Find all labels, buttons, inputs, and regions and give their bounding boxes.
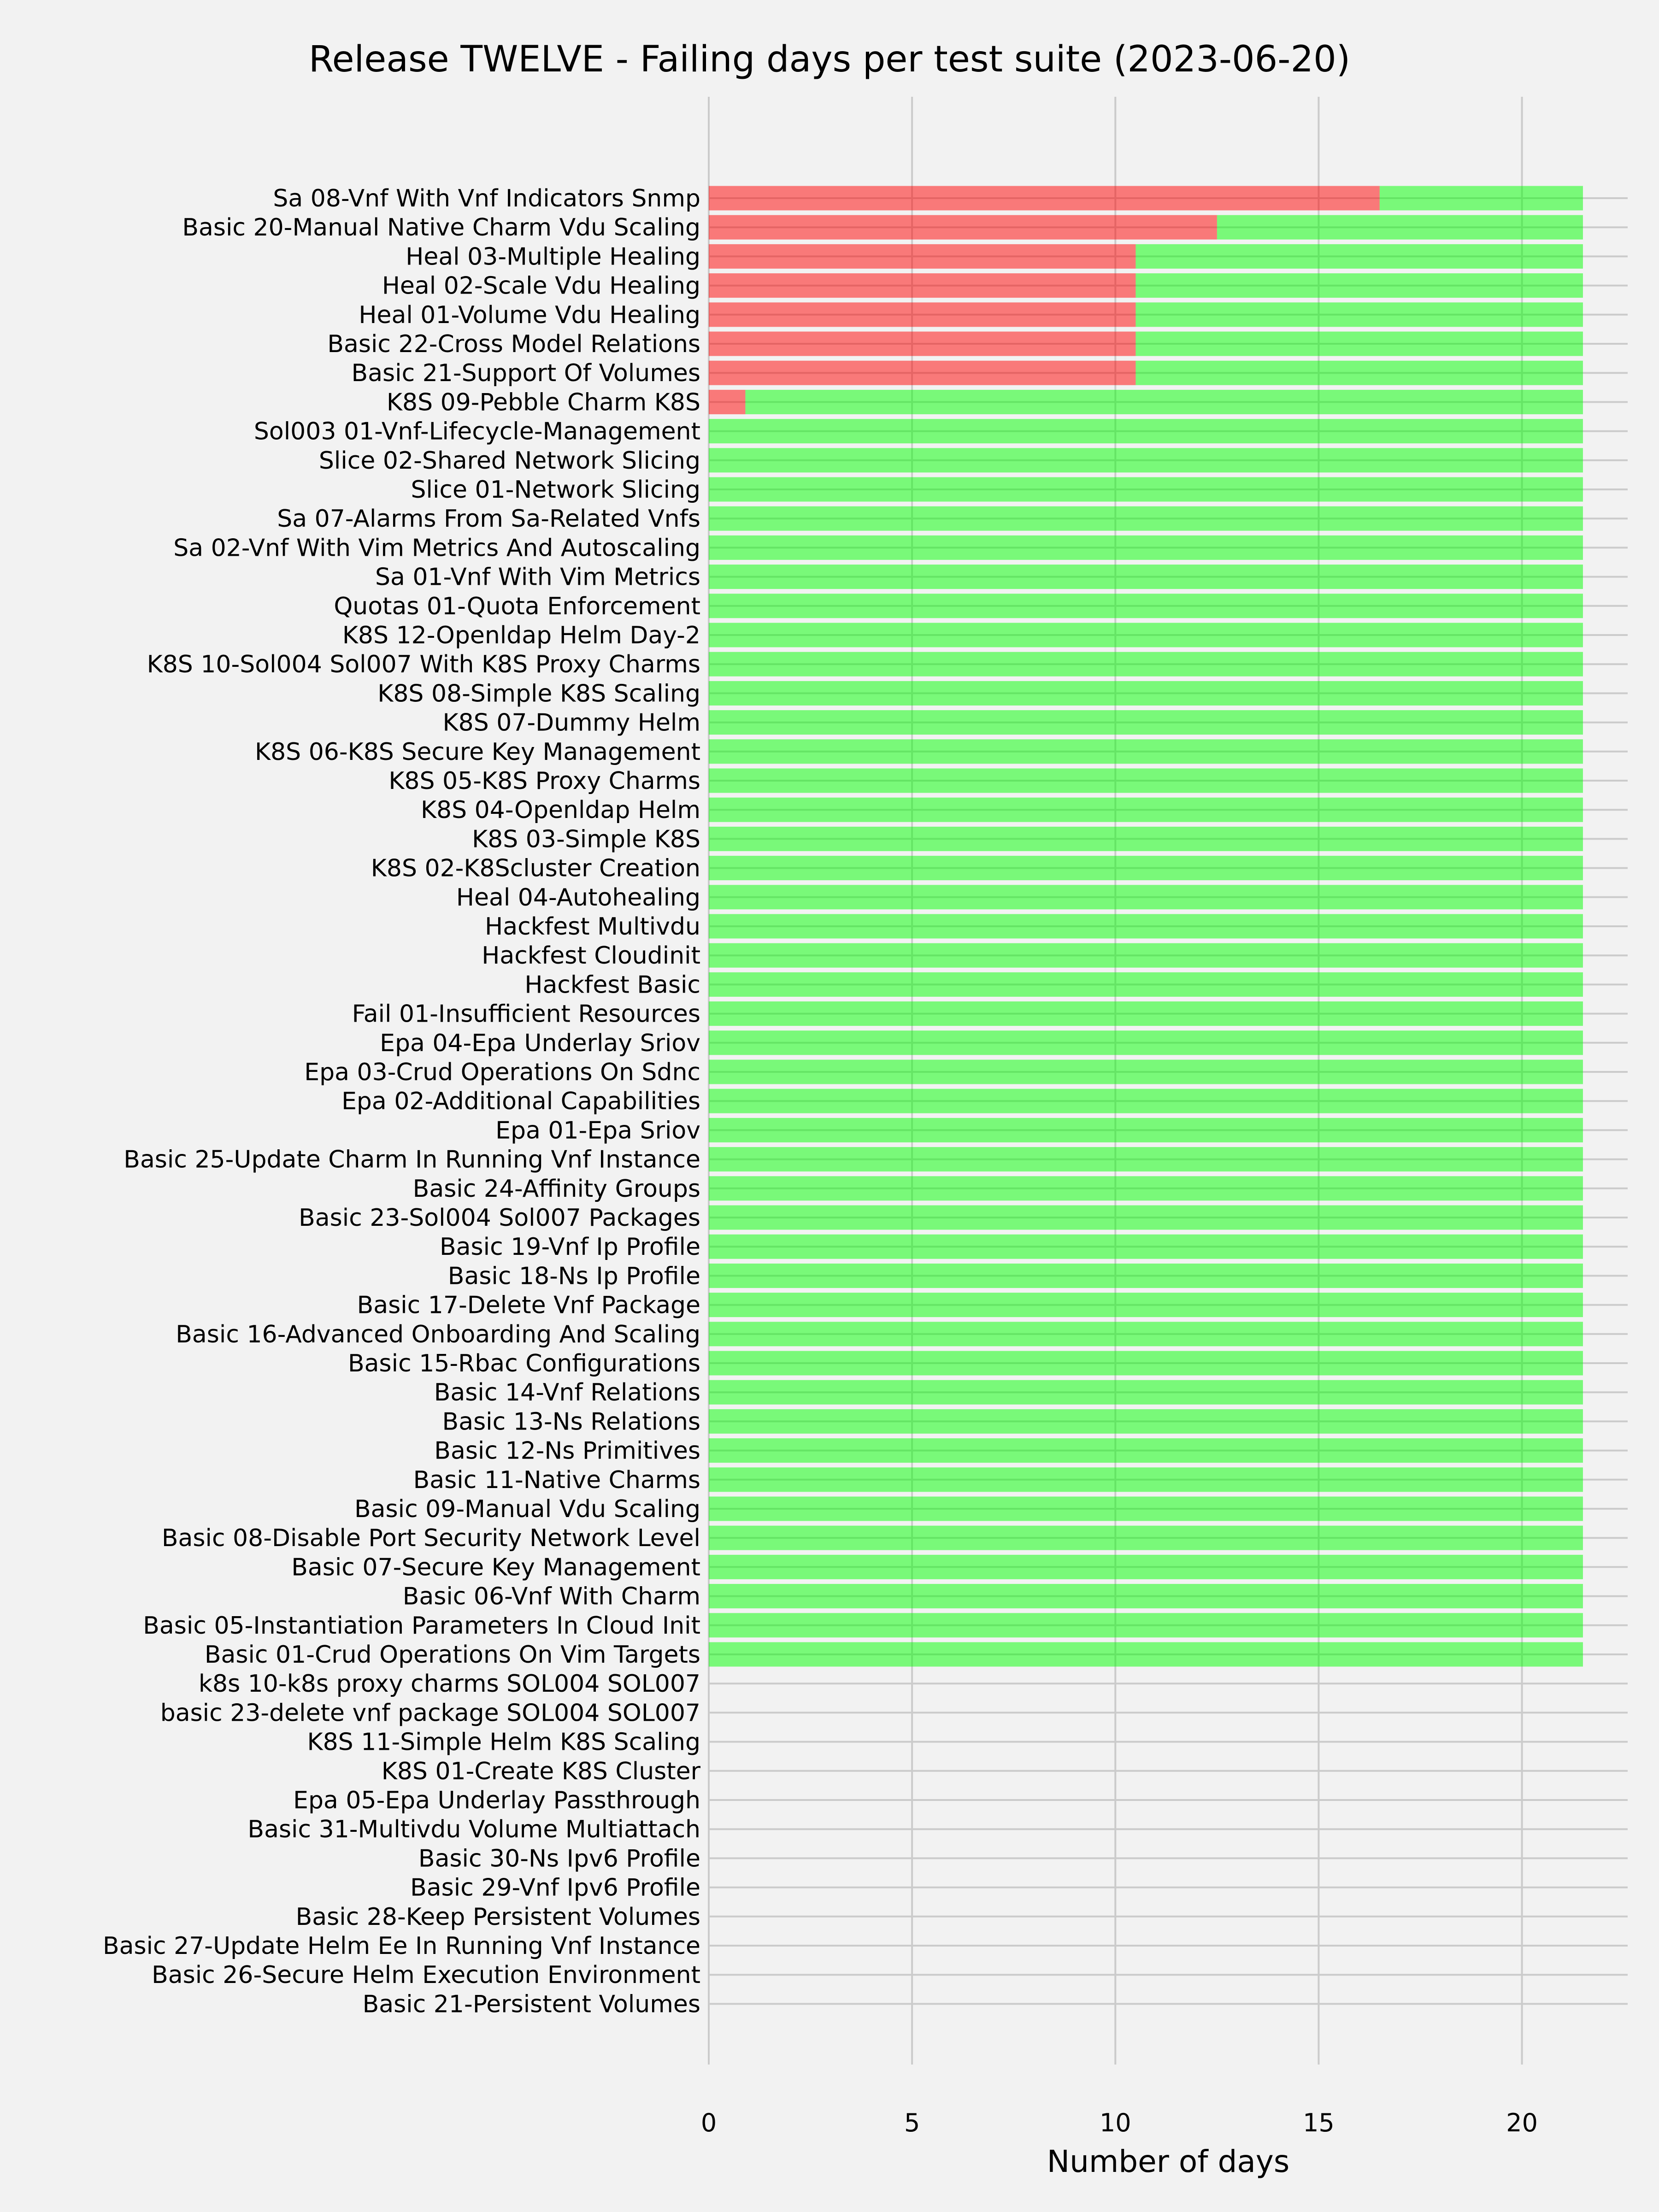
bar-failing-days [709,390,745,414]
x-tick-label: 5 [904,2108,920,2137]
bar-failing-days [709,332,1135,356]
y-tick-label: Basic 17-Delete Vnf Package [357,1291,700,1319]
bar-passing-days [709,1584,1583,1608]
y-tick-label: Epa 04-Epa Underlay Sriov [380,1029,700,1057]
bar-failing-days [709,186,1380,211]
bar-passing-days [709,827,1583,851]
bar-passing-days [709,506,1583,531]
bar-failing-days [709,361,1135,385]
y-tick-label: Basic 01-Crud Operations On Vim Targets [204,1641,700,1669]
bars [709,186,1583,1667]
bar-passing-days [1135,244,1583,269]
y-tick-label: Basic 29-Vnf Ipv6 Profile [410,1874,700,1902]
bar-passing-days [1380,186,1583,211]
bar-passing-days [709,1380,1583,1405]
y-tick-label: Sol003 01-Vnf-Lifecycle-Management [253,418,700,446]
y-tick-label: Heal 04-Autohealing [456,883,700,912]
y-tick-label: K8S 09-Pebble Charm K8S [386,388,700,417]
bar-passing-days [709,710,1583,735]
y-tick-label: Basic 14-Vnf Relations [434,1379,700,1407]
bar-passing-days [709,1235,1583,1259]
bar-passing-days [709,1409,1583,1434]
y-tick-label: basic 23-delete vnf package SOL004 SOL007 [160,1699,700,1727]
y-tick-label: Basic 23-Sol004 Sol007 Packages [299,1204,700,1232]
y-tick-label: Heal 01-Volume Vdu Healing [359,301,700,329]
bar-passing-days [709,1118,1583,1142]
bar-failing-days [709,273,1135,298]
bar-passing-days [709,856,1583,880]
bar-passing-days [709,1264,1583,1288]
y-tick-label: Basic 19-Vnf Ip Profile [439,1233,700,1261]
y-tick-label: Epa 05-Epa Underlay Passthrough [293,1787,700,1814]
y-tick-label: Basic 21-Persistent Volumes [362,1990,700,2018]
bar-passing-days [709,885,1583,909]
y-tick-label: Sa 08-Vnf With Vnf Indicators Snmp [273,185,700,212]
bar-failing-days [709,215,1217,240]
y-tick-label: Basic 16-Advanced Onboarding And Scaling [176,1320,700,1348]
y-tick-label: K8S 06-K8S Secure Key Management [254,738,700,766]
bar-passing-days [709,565,1583,589]
chart-title: Release TWELVE - Failing days per test suite (2023-06-20) [308,39,1351,80]
y-tick-label: Slice 01-Network Slicing [411,476,700,504]
bar-passing-days [709,594,1583,618]
y-tick-label: Heal 02-Scale Vdu Healing [382,272,700,300]
y-tick-label: Hackfest Basic [524,971,700,999]
y-tick-label: Basic 20-Manual Native Charm Vdu Scaling [182,214,700,242]
bar-passing-days [1135,332,1583,356]
bar-passing-days [709,943,1583,968]
y-tick-label: K8S 08-Simple K8S Scaling [377,680,700,708]
y-tick-label: Basic 12-Ns Primitives [434,1437,700,1465]
bar-passing-days [709,1642,1583,1667]
y-tick-label: K8S 10-Sol004 Sol007 With K8S Proxy Charms [147,651,700,679]
y-tick-label: Basic 07-Secure Key Management [291,1553,700,1582]
bar-failing-days [709,302,1135,327]
x-axis-label: Number of days [1047,2144,1290,2179]
bar-passing-days [709,739,1583,764]
bar-passing-days [709,1206,1583,1230]
bar-passing-days [709,1147,1583,1171]
bar-passing-days [709,623,1583,647]
bar-passing-days [709,1001,1583,1026]
y-tick-label: Sa 07-Alarms From Sa-Related Vnfs [277,505,700,533]
bar-passing-days [709,1613,1583,1637]
x-tick-label: 20 [1506,2108,1538,2137]
y-tick-label: Basic 24-Affinity Groups [412,1175,700,1203]
bar-passing-days [1135,361,1583,385]
y-tick-label: Sa 01-Vnf With Vim Metrics [375,563,700,591]
y-tick-label: Epa 01-Epa Sriov [495,1117,700,1145]
bar-passing-days [709,1438,1583,1463]
bar-passing-days [709,652,1583,677]
y-tick-label: Basic 13-Ns Relations [442,1408,700,1436]
bar-passing-days [1217,215,1583,240]
bar-passing-days [709,1322,1583,1346]
bar-passing-days [709,419,1583,443]
bar-passing-days [709,914,1583,939]
y-tick-label: Basic 26-Secure Helm Execution Environment [152,1961,700,1989]
bar-passing-days [709,448,1583,472]
x-tick-label: 0 [700,2108,717,2137]
y-tick-label: Basic 11-Native Charms [413,1466,700,1494]
bar-passing-days [709,1030,1583,1055]
y-tick-label: K8S 11-Simple Helm K8S Scaling [307,1728,700,1756]
bar-passing-days [709,535,1583,560]
y-tick-label: Hackfest Cloudinit [482,942,700,970]
y-tick-label: Basic 22-Cross Model Relations [327,330,700,358]
x-tick-label: 15 [1303,2108,1335,2137]
y-tick-label: Basic 18-Ns Ip Profile [447,1262,700,1290]
y-tick-label: Epa 03-Crud Operations On Sdnc [304,1059,700,1086]
bar-passing-days [709,1467,1583,1492]
y-tick-label: k8s 10-k8s proxy charms SOL004 SOL007 [198,1670,700,1698]
bar-passing-days [709,681,1583,706]
y-tick-label: Epa 02-Additional Capabilities [341,1088,700,1116]
bar-passing-days [709,477,1583,502]
bar-passing-days [709,972,1583,997]
bar-passing-days [709,798,1583,822]
y-tick-label: Basic 28-Keep Persistent Volumes [295,1903,700,1931]
bar-passing-days [709,1555,1583,1579]
y-tick-label: Basic 05-Instantiation Parameters In Cloud Init [143,1612,700,1640]
bar-passing-days [1135,302,1583,327]
bar-passing-days [709,1293,1583,1317]
y-tick-label: K8S 05-K8S Proxy Charms [388,767,700,795]
y-tick-label: Basic 09-Manual Vdu Scaling [354,1495,700,1523]
y-tick-label: Basic 27-Update Helm Ee In Running Vnf Instance [102,1932,700,1960]
y-tick-label: K8S 04-Openldap Helm [420,796,700,824]
y-tick-label: Hackfest Multivdu [485,913,700,941]
y-tick-label: Heal 03-Multiple Healing [406,243,700,271]
y-tick-label: Basic 31-Multivdu Volume Multiattach [247,1816,700,1844]
y-tick-label: K8S 07-Dummy Helm [442,709,700,737]
y-tick-label: Sa 02-Vnf With Vim Metrics And Autoscaling [173,534,700,562]
y-tick-label: Basic 08-Disable Port Security Network Level [161,1524,700,1553]
bar-passing-days [1135,273,1583,298]
bar-passing-days [709,1089,1583,1113]
y-tick-label: Quotas 01-Quota Enforcement [334,592,700,620]
bar-passing-days [709,1526,1583,1550]
bar-passing-days [745,390,1583,414]
bar-passing-days [709,769,1583,793]
x-tick-label: 10 [1099,2108,1131,2137]
y-tick-label: Basic 21-Support Of Volumes [351,359,700,388]
bar-passing-days [709,1176,1583,1200]
y-tick-label: K8S 01-Create K8S Cluster [381,1757,700,1785]
y-tick-label: Basic 30-Ns Ipv6 Profile [418,1845,700,1873]
y-tick-label: K8S 02-K8Scluster Creation [371,854,700,882]
bar-passing-days [709,1351,1583,1376]
y-tick-label: Basic 25-Update Charm In Running Vnf Instance [124,1146,700,1174]
y-tick-label: Fail 01-Insufficient Resources [352,1000,700,1028]
y-tick-label: Basic 06-Vnf With Charm [402,1583,700,1611]
y-tick-label: K8S 12-Openldap Helm Day-2 [342,622,700,649]
bar-passing-days [709,1497,1583,1521]
y-tick-label: Basic 15-Rbac Configurations [348,1350,700,1377]
bar-passing-days [709,1060,1583,1084]
bar-failing-days [709,244,1135,269]
y-tick-label: K8S 03-Simple K8S [472,825,700,853]
y-tick-label: Slice 02-Shared Network Slicing [318,447,700,475]
